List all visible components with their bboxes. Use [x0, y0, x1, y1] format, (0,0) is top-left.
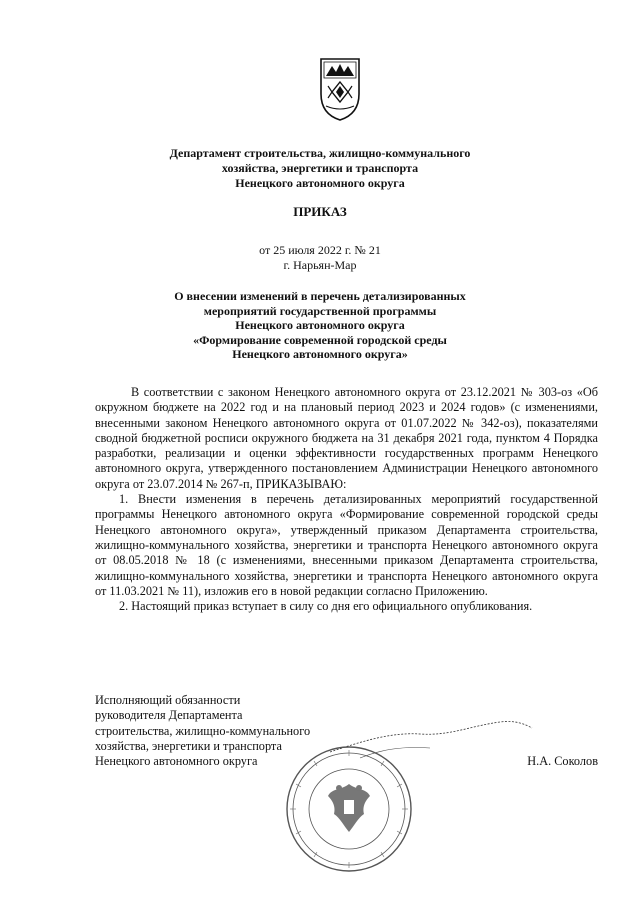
document-body [95, 385, 598, 614]
subject-line: Ненецкого автономного округа [235, 318, 405, 332]
document-date-number: от 25 июля 2022 г. № 21 [259, 243, 381, 257]
document-type-title: ПРИКАЗ [293, 204, 347, 219]
order-item-1: 1. Внести изменения в перечень детализированных мероприятий государственной программы Ненецкого автономного округа «Формирование современной городской среды Ненецкого автономного округа», утвержденный приказом Департамента строительства, жилищно-коммунального хозяйства, энергетики и транспорта Ненецкого автономного округа от 08.05.2018 № 18 (с изменениями, внесенными приказом Департамента строительства, жилищно-коммунального хозяйства, энергетики и транспорта Ненецкого автономного округа от 11.03.2021 № 11), изложив его в новой редакции согласно Приложению. [95, 492, 598, 598]
signatory-line: Ненецкого автономного округа [95, 754, 258, 769]
subject-line: «Формирование современной городской среды [193, 332, 447, 347]
department-line: хозяйства, энергетики и транспорта [221, 161, 419, 175]
signer-name: Н.А. Соколов [527, 754, 598, 768]
document-city: г. Нарьян-Мар [283, 258, 357, 272]
signatory-line: Исполняющий обязанности [95, 693, 241, 707]
subject-line: О внесении изменений в перечень детализированных [174, 289, 466, 303]
coat-of-arms-icon [318, 56, 362, 122]
subject-line: мероприятий государственной программы [203, 303, 437, 318]
document-subject [0, 289, 640, 362]
signatory-line: хозяйства, энергетики и транспорта [95, 738, 282, 753]
signatory-line: руководителя Департамента [95, 708, 243, 723]
signatory-line: строительства, жилищно-коммунального [95, 723, 311, 738]
preamble-paragraph: В соответствии с законом Ненецкого автономного округа от 23.12.2021 № 303-оз «Об окружном бюджете на 2022 год и на плановый период 2023 и 2024 годов» (с изменениями, внесенными законом Ненецкого автономного округа от 01.07.2022 № 342-оз), показателями сводной бюджетной росписи окружного бюджета на 31 декабря 2021 года, пунктом 4 Порядка разработки, реализации и оценки эффективности государственных программ Ненецкого автономного округа, утвержденного постановлением Администрации Ненецкого автономного округа от 23.07.2014 № 267-п, ПРИКАЗЫВАЮ: [95, 385, 598, 491]
department-line: Департамент строительства, жилищно-коммунального [169, 146, 471, 160]
order-item-2: 2. Настоящий приказ вступает в силу со дня его официального опубликования. [119, 599, 533, 614]
official-seal-icon [284, 744, 414, 874]
department-line: Ненецкого автономного округа [235, 176, 405, 190]
department-name [0, 146, 640, 191]
signatory-position [95, 693, 310, 769]
document-date-block [0, 243, 640, 273]
subject-line: Ненецкого автономного округа» [232, 347, 408, 361]
